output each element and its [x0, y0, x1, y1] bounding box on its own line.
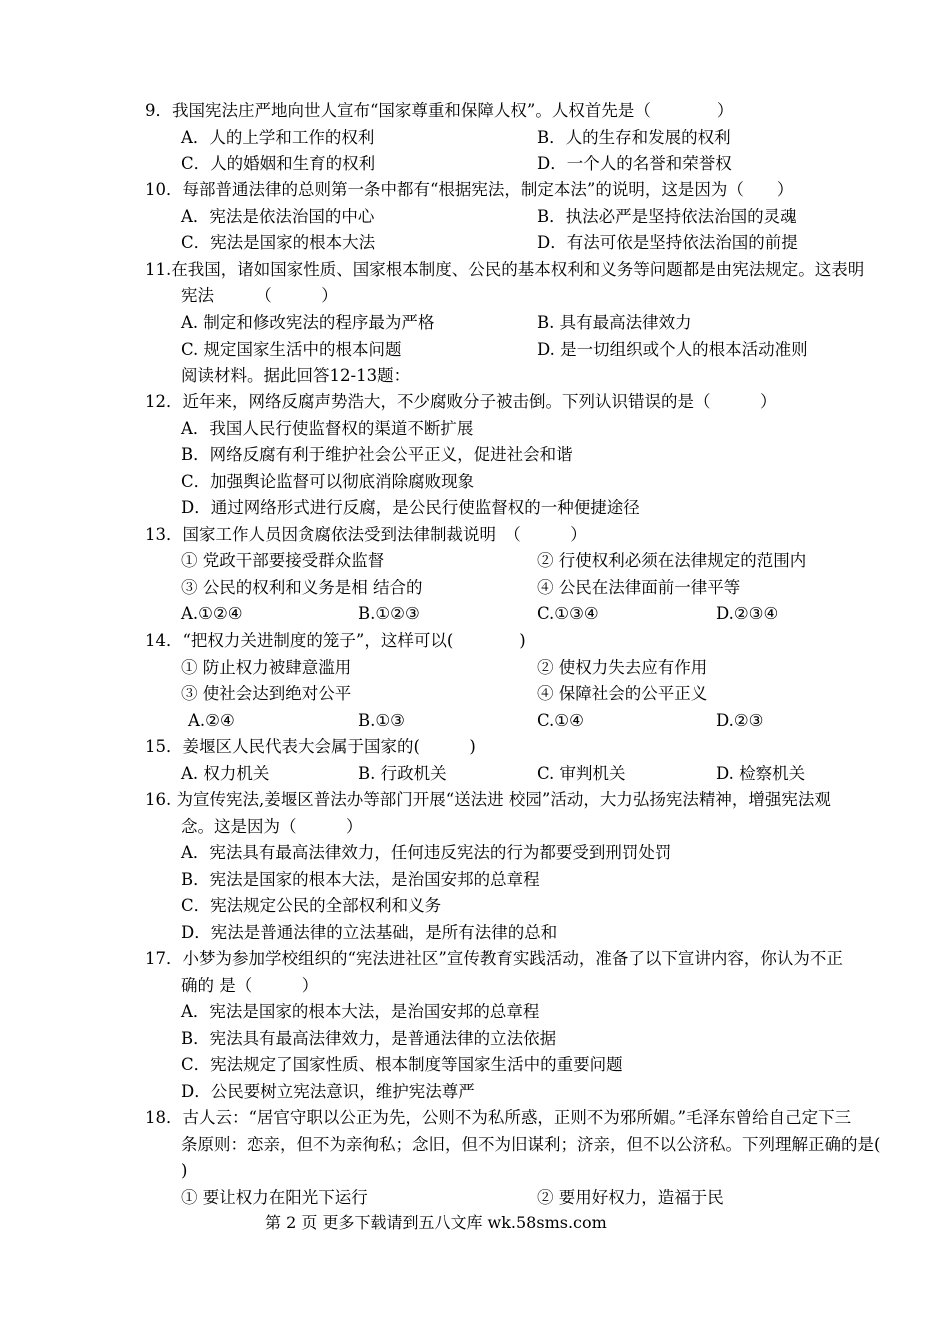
- q13-item-3: ③ 公民的权利和义务是相 结合的: [181, 578, 423, 597]
- q14-item-1: ① 防止权力被肆意滥用: [181, 658, 352, 677]
- q9-option-a: A．人的上学和工作的权利: [181, 128, 375, 147]
- q14-item-4: ④ 保障社会的公平正义: [537, 684, 708, 703]
- q18-item-1: ① 要让权力在阳光下运行: [181, 1188, 368, 1207]
- question-15-stem: 15．姜堰区人民代表大会属于国家的( ): [145, 737, 476, 756]
- q15-option-d: D. 检察机关: [716, 764, 806, 783]
- q15-option-b: B. 行政机关: [358, 764, 447, 783]
- question-10-stem: 10．每部普通法律的总则第一条中都有“根据宪法，制定本法”的说明，这是因为（ ）: [145, 180, 794, 199]
- q13-option-a: A.①②④: [181, 604, 243, 623]
- question-11-stem-cont: 宪法 （ ）: [181, 286, 338, 305]
- q10-option-c: C．宪法是国家的根本大法: [181, 233, 376, 252]
- question-16-stem: 16. 为宣传宪法,姜堰区普法办等部门开展“送法进 校园”活动，大力弘扬宪法精神，增强宪法观: [145, 790, 831, 809]
- question-17-stem: 17．小梦为参加学校组织的“宪法进社区”宣传教育实践活动，准备了以下宣讲内容，你认为不正: [145, 949, 843, 968]
- q16-option-d: D．宪法是普通法律的立法基础，是所有法律的总和: [181, 923, 558, 942]
- q13-item-4: ④ 公民在法律面前一律平等: [537, 578, 741, 597]
- q10-option-a: A．宪法是依法治国的中心: [181, 207, 375, 226]
- q14-item-3: ③ 使社会达到绝对公平: [181, 684, 352, 703]
- q14-option-c: C.①④: [537, 711, 584, 730]
- question-13-stem: 13．国家工作人员因贪腐依法受到法律制裁说明 （ ）: [145, 525, 587, 544]
- q13-item-1: ① 党政干部要接受群众监督: [181, 551, 385, 570]
- page-footer: 第 2 页 更多下载请到五八文库 wk.58sms.com: [265, 1213, 607, 1232]
- q14-option-d: D.②③: [716, 711, 764, 730]
- q11-option-b: B. 具有最高法律效力: [537, 313, 692, 332]
- reading-note: 阅读材料。据此回答12-13题：: [181, 366, 411, 385]
- q17-option-a: A．宪法是国家的根本大法，是治国安邦的总章程: [181, 1002, 540, 1021]
- q12-option-b: B．网络反腐有利于维护社会公平正义，促进社会和谐: [181, 445, 573, 464]
- question-16-stem-cont: 念。这是因为（ ）: [181, 817, 363, 836]
- q15-option-c: C. 审判机关: [537, 764, 626, 783]
- q18-item-2: ② 要用好权力，造福于民: [537, 1188, 724, 1207]
- q16-option-c: C．宪法规定公民的全部权利和义务: [181, 896, 442, 915]
- q12-option-a: A．我国人民行使监督权的渠道不断扩展: [181, 419, 474, 438]
- q16-option-b: B．宪法是国家的根本大法，是治国安邦的总章程: [181, 870, 540, 889]
- question-9-stem: 9．我国宪法庄严地向世人宣布“国家尊重和保障人权”。人权首先是（ ）: [145, 101, 734, 120]
- q13-option-d: D.②③④: [716, 604, 779, 623]
- q17-option-d: D．公民要树立宪法意识，维护宪法尊严: [181, 1082, 475, 1101]
- q9-option-b: B．人的生存和发展的权利: [537, 128, 731, 147]
- q17-option-b: B．宪法具有最高法律效力，是普通法律的立法依据: [181, 1029, 557, 1048]
- q14-option-a: A.②④: [188, 711, 235, 730]
- question-11-stem: 11.在我国，诸如国家性质、国家根本制度、公民的基本权利和义务等问题都是由宪法规定。这表明: [145, 260, 865, 279]
- q13-item-2: ② 行使权利必须在法律规定的范围内: [537, 551, 807, 570]
- q11-option-a: A. 制定和修改宪法的程序最为严格: [181, 313, 435, 332]
- q11-option-c: C. 规定国家生活中的根本问题: [181, 340, 402, 359]
- q15-option-a: A. 权力机关: [181, 764, 270, 783]
- question-14-stem: 14．“把权力关进制度的笼子”，这样可以( ): [145, 631, 526, 650]
- q13-option-b: B.①②③: [358, 604, 420, 623]
- q17-option-c: C．宪法规定了国家性质、根本制度等国家生活中的重要问题: [181, 1055, 623, 1074]
- q12-option-d: D．通过网络形式进行反腐，是公民行使监督权的一种便捷途径: [181, 498, 640, 517]
- question-12-stem: 12．近年来，网络反腐声势浩大，不少腐败分子被击倒。下列认识错误的是（ ）: [145, 392, 777, 411]
- q16-option-a: A．宪法具有最高法律效力，任何违反宪法的行为都要受到刑罚处罚: [181, 843, 672, 862]
- question-18-stem-end: ): [181, 1161, 188, 1180]
- q9-option-d: D．一个人的名誉和荣誉权: [537, 154, 732, 173]
- question-18-stem: 18．古人云：“居官守职以公正为先，公则不为私所惑，正则不为邪所媚。”毛泽东曾给自己定下三: [145, 1108, 852, 1127]
- q10-option-b: B．执法必严是坚持依法治国的灵魂: [537, 207, 797, 226]
- question-17-stem-cont: 确的 是（ ）: [181, 976, 319, 995]
- q14-item-2: ② 使权力失去应有作用: [537, 658, 708, 677]
- q11-option-d: D. 是一切组织或个人的根本活动准则: [537, 340, 808, 359]
- q12-option-c: C．加强舆论监督可以彻底消除腐败现象: [181, 472, 475, 491]
- q9-option-c: C．人的婚姻和生育的权利: [181, 154, 376, 173]
- question-18-stem-cont: 条原则：恋亲，但不为亲徇私；念旧，但不为旧谋利；济亲，但不以公济私。下列理解正确的是(: [181, 1135, 881, 1154]
- q13-option-c: C.①③④: [537, 604, 599, 623]
- q10-option-d: D．有法可依是坚持依法治国的前提: [537, 233, 798, 252]
- q14-option-b: B.①③: [358, 711, 405, 730]
